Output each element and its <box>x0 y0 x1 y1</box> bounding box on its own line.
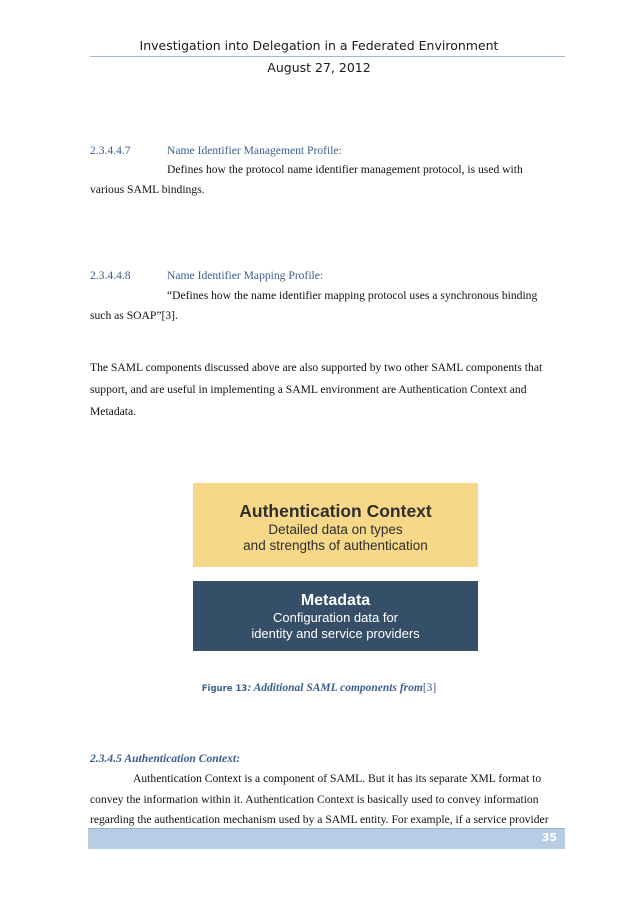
auth-context-line-1: Authentication Context is a component of SAML. But it has its separate XML format to <box>133 772 542 785</box>
paragraph-line-3: Metadata. <box>90 405 137 418</box>
page-number: 35 <box>541 831 557 844</box>
auth-context-line-3: regarding the authentication mechanism used by a SAML entity. For example, if a service provider <box>90 813 549 826</box>
caption-label: Figure 13 <box>201 684 248 694</box>
footer-bar <box>88 829 565 849</box>
section-8-line-1: “Defines how the name identifier mapping protocol uses a synchronous binding <box>167 289 538 302</box>
box2-line-2: identity and service providers <box>251 626 420 641</box>
section-heading-7: Name Identifier Management Profile: <box>167 144 342 157</box>
auth-context-heading: 2.3.4.5 Authentication Context: <box>90 752 240 765</box>
paragraph-line-1: The SAML components discussed above are also supported by two other SAML components that <box>90 361 543 374</box>
paragraph-line-2: support, and are useful in implementing a SAML environment are Authentication Context and <box>90 383 527 396</box>
figure-caption <box>0 678 638 696</box>
section-heading-8: Name Identifier Mapping Profile: <box>167 269 324 282</box>
section-7-line-2: various SAML bindings. <box>90 183 205 196</box>
header-title: Investigation into Delegation in a Federated Environment <box>139 38 499 53</box>
authentication-context-box <box>193 483 478 567</box>
section-number-8: 2.3.4.4.8 <box>90 269 131 282</box>
caption-text: : Additional SAML components from <box>247 682 423 694</box>
box2-title: Metadata <box>300 592 371 609</box>
box1-line-2: and strengths of authentication <box>243 538 428 553</box>
header-rule <box>90 56 565 57</box>
section-8-line-2: such as SOAP”[3]. <box>90 309 178 322</box>
header-date: August 27, 2012 <box>267 60 371 75</box>
section-7-line-1: Defines how the protocol name identifier management protocol, is used with <box>167 163 523 176</box>
box1-title: Authentication Context <box>239 501 432 521</box>
caption-reference[interactable]: [3] <box>422 682 437 694</box>
auth-context-line-2: convey the information within it. Authentication Context is basically used to convey information <box>90 793 539 806</box>
box2-line-1: Configuration data for <box>272 610 399 625</box>
metadata-box <box>193 581 478 651</box>
section-number-7: 2.3.4.4.7 <box>90 144 131 157</box>
box1-line-1: Detailed data on types <box>268 522 403 537</box>
